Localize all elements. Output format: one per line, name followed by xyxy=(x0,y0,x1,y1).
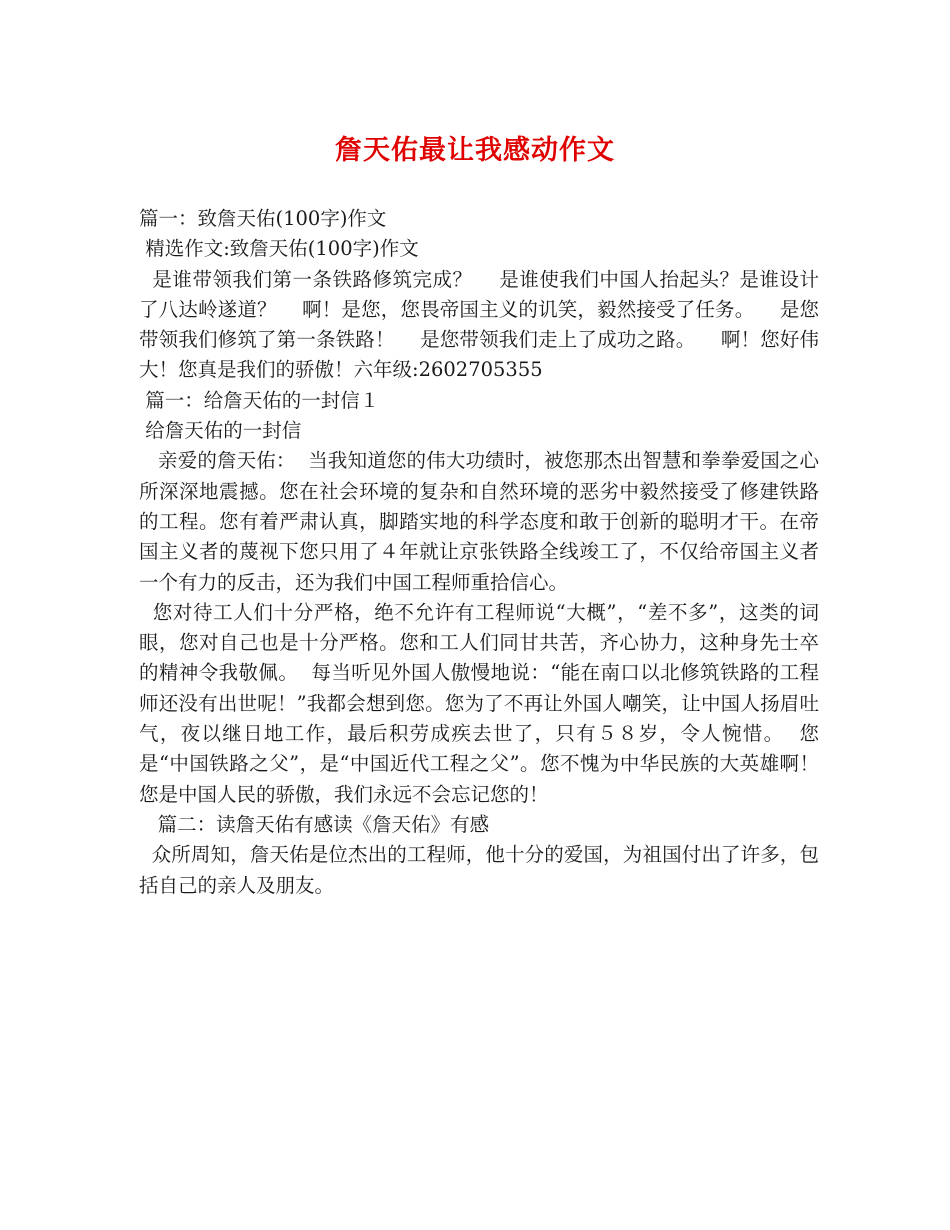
paragraph-body-2: 亲爱的詹天佑： 当我知道您的伟大功绩时，被您那杰出智慧和拳拳爱国之心所深深地震撼。您在社会环境的复杂和自然环境的恶劣中毅然接受了修建铁路的工程。您有着严肃认真，脚踏实地的科学态度和敢于创新的聪明才干。在帝国主义者的蔑视下您只用了４年就让京张铁路全线竣工了，不仅给帝国主义者一个有力的反击，还为我们中国工程师重拾信心。 xyxy=(139,449,819,594)
paragraph-heading-1: 篇一：致詹天佑(100字)作文 xyxy=(139,207,387,230)
paragraph-body-3: 您对待工人们十分严格，绝不允许有工程师说“大概”，“差不多”，这类的词眼，您对自己也是十分严格。您和工人们同甘共苦，齐心协力，这种身先士卒的精神令我敬佩。 每当听见外国人傲慢地说：“能在南口以北修筑铁路的工程师还没有出世呢！”我都会想到您。您为了不再让外国人嘲笑，让中国人扬眉吐气，夜以继日地工作，最后积劳成疾去世了，只有５８岁，令人惋惜。 您是“中国铁路之父”，是“中国近代工程之父”。您不愧为中华民族的大英雄啊！ 您是中国人民的骄傲，我们永远不会忘记您的！ xyxy=(139,600,844,806)
paragraph-body-1: 是谁带领我们第一条铁路修筑完成？ 是谁使我们中国人抬起头？是谁设计了八达岭遂道？ 啊！是您，您畏帝国主义的讥笑，毅然接受了任务。 是您带领我们修筑了第一条铁路！ 是您带领我们走上了成功之路。 啊！您好伟大！您真是我们的骄傲！六年级:2602705355 xyxy=(139,267,819,382)
paragraph-heading-3: 篇二：读詹天佑有感读《詹天佑》有感 xyxy=(139,812,490,836)
paragraph-heading-2: 篇一：给詹天佑的一封信１ xyxy=(139,388,380,412)
document-body xyxy=(139,204,844,901)
paragraph-subheading-2: 给詹天佑的一封信 xyxy=(139,419,302,443)
paragraph-subheading-1: 精选作文:致詹天佑(100字)作文 xyxy=(139,237,419,261)
paragraph-body-4: 众所周知，詹天佑是位杰出的工程师，他十分的爱国，为祖国付出了许多，包括自己的亲人及朋友。 xyxy=(139,843,819,897)
document-title: 詹天佑最让我感动作文 xyxy=(335,135,615,166)
